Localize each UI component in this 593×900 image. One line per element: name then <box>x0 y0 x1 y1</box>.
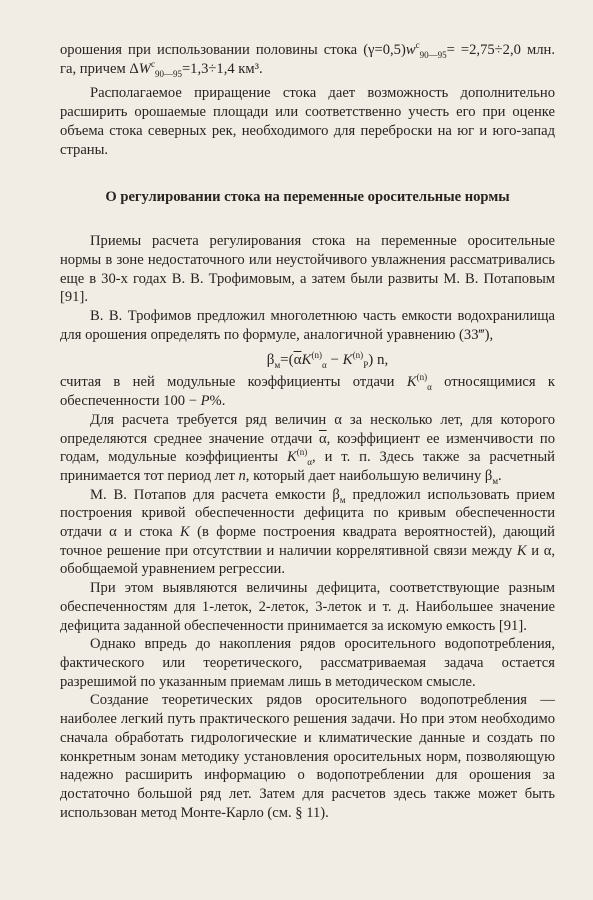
formula-K1: K <box>301 352 312 369</box>
p1-w-sub: 90—95 <box>419 49 447 60</box>
formula-K2-sub: P <box>363 360 369 371</box>
p6-text-5: . <box>498 467 502 484</box>
section-heading: О регулировании стока на переменные оросительные нормы <box>105 189 510 206</box>
p6-text-3: , и т. п. Здесь также за расчетный принимается тот период лет <box>60 449 555 484</box>
formula-K1-sup: (n) <box>311 350 322 361</box>
p1-text-1: орошения при использовании половины стока (γ=0,5) <box>60 42 406 58</box>
paragraph-6 <box>60 411 555 486</box>
paragraph-4: В. В. Трофимов предложил многолетнюю часть емкости водохранилища для орошения определять по формуле, аналогичной уравнению (33‴), <box>60 308 555 343</box>
p5-P: P <box>200 393 210 410</box>
p6-text-2: , коэффициент ее изменчивости по годам, модульные коэффициенты <box>60 430 556 466</box>
p6-K-sup: (n) <box>296 447 308 458</box>
paragraph-5 <box>60 373 555 410</box>
formula-close: ) n, <box>368 352 389 369</box>
p6-alpha-bar: $\overline{\alpha}$ <box>319 430 327 447</box>
formula-alpha-bar: $\overline{\alpha}$ <box>293 352 302 369</box>
p5-K: K <box>406 374 417 391</box>
p5-K-sup: (n) <box>416 372 428 383</box>
paragraph-8: При этом выявляются величины дефицита, соответствующие разным обеспеченностям для 1-леток, 2-леток, 3-леток и т. д. Наибольшее значение дефицита заданной обеспеченности принимается за искомую емкость [91]. <box>60 580 555 634</box>
paragraph-9: Однако впредь до накопления рядов оросительного водопотребления, фактического или теоретического, рассматриваемая задача остается разрешимой по указанным приемам лишь в методическом смысле. <box>60 636 555 690</box>
p5-K-sub: α <box>427 382 432 393</box>
formula-beta-sub: м <box>274 360 281 371</box>
formula-eq: =( <box>280 352 294 369</box>
p7-K2: K <box>516 542 527 559</box>
p7-text-2: предложил использовать прием построения кривой обеспеченности дефицита по кривым обеспеченности отдачи α и стока <box>60 486 556 541</box>
p6-K: K <box>287 449 297 466</box>
paragraph-7 <box>60 486 555 580</box>
p1-W-sup: с <box>150 58 155 69</box>
paragraph-10: Создание теоретических рядов оросительного водопотребления — наиболее легкий путь практического решения задачи. Но при этом необходимо сначала обработать гидрологические и климатические данные и создать по конкретным зонам методику установления оросительных норм, позволяющую надежно расширить информацию о водопотреблении для орошения за достаточно большой ряд лет. Затем для расчетов здесь также может быть использован метод Монте-Карло (см. § 11). <box>60 692 555 821</box>
p1-text-2: = =2,75÷2,0 млн. га, причем Δ <box>60 42 556 77</box>
p1-w-sup: с <box>415 40 420 51</box>
p7-beta-sub: м <box>339 494 346 505</box>
p7-text-3: (в форме построения квадрата вероятностей), дающий точное решение при отсутствии и наличии коррелятивной связи между <box>60 524 555 559</box>
paragraph-3: Приемы расчета регулирования стока на переменные оросительные нормы в зоне недостаточного или неустойчивого увлажнения рассматривались еще в 30-х годах В. В. Трофимовым, а затем были развиты М. В. Потаповым [91]. <box>60 233 555 306</box>
formula-minus: − <box>326 352 343 369</box>
p5-text-2: относящимися к обеспеченности 100 − <box>60 374 555 410</box>
p6-text-4: , который дает наибольшую величину β <box>245 467 493 484</box>
p5-text-1: считая в ней модульные коэффициенты отдачи <box>60 374 407 391</box>
p6-K-sub: α <box>307 457 312 468</box>
formula-K1-sub: α <box>321 360 327 371</box>
p6-n: n <box>238 467 246 484</box>
p5-text-3: %. <box>209 393 226 410</box>
paragraph-2: Располагаемое приращение стока дает возможность дополнительно расширить орошаемые площади или соответственно учесть его при оценке объема стока северных рек, необходимого для переброски на юг и юго-запад страны. <box>60 85 555 158</box>
p1-text-3: =1,3÷1,4 км³. <box>181 60 263 77</box>
p7-K: K <box>180 524 190 541</box>
formula-K2: K <box>342 352 353 369</box>
p1-W-sub: 90—95 <box>154 68 182 79</box>
p1-w-symbol: w <box>405 42 416 58</box>
p7-text-1: М. В. Потапов для расчета емкости β <box>90 486 340 503</box>
formula-beta <box>60 347 555 373</box>
formula-beta-symbol: β <box>266 352 275 369</box>
p6-beta-sub: м <box>492 475 499 486</box>
formula-K2-sup: (n) <box>352 350 364 361</box>
paragraph-1 <box>60 41 555 78</box>
p6-text-1: Для расчета требуется ряд величин α за несколько лет, для которого определяются среднее значение отдачи <box>60 411 555 447</box>
p7-text-4: и α, обобщаемой уравнением регрессии. <box>60 542 555 578</box>
p1-W-symbol: W <box>138 60 151 77</box>
